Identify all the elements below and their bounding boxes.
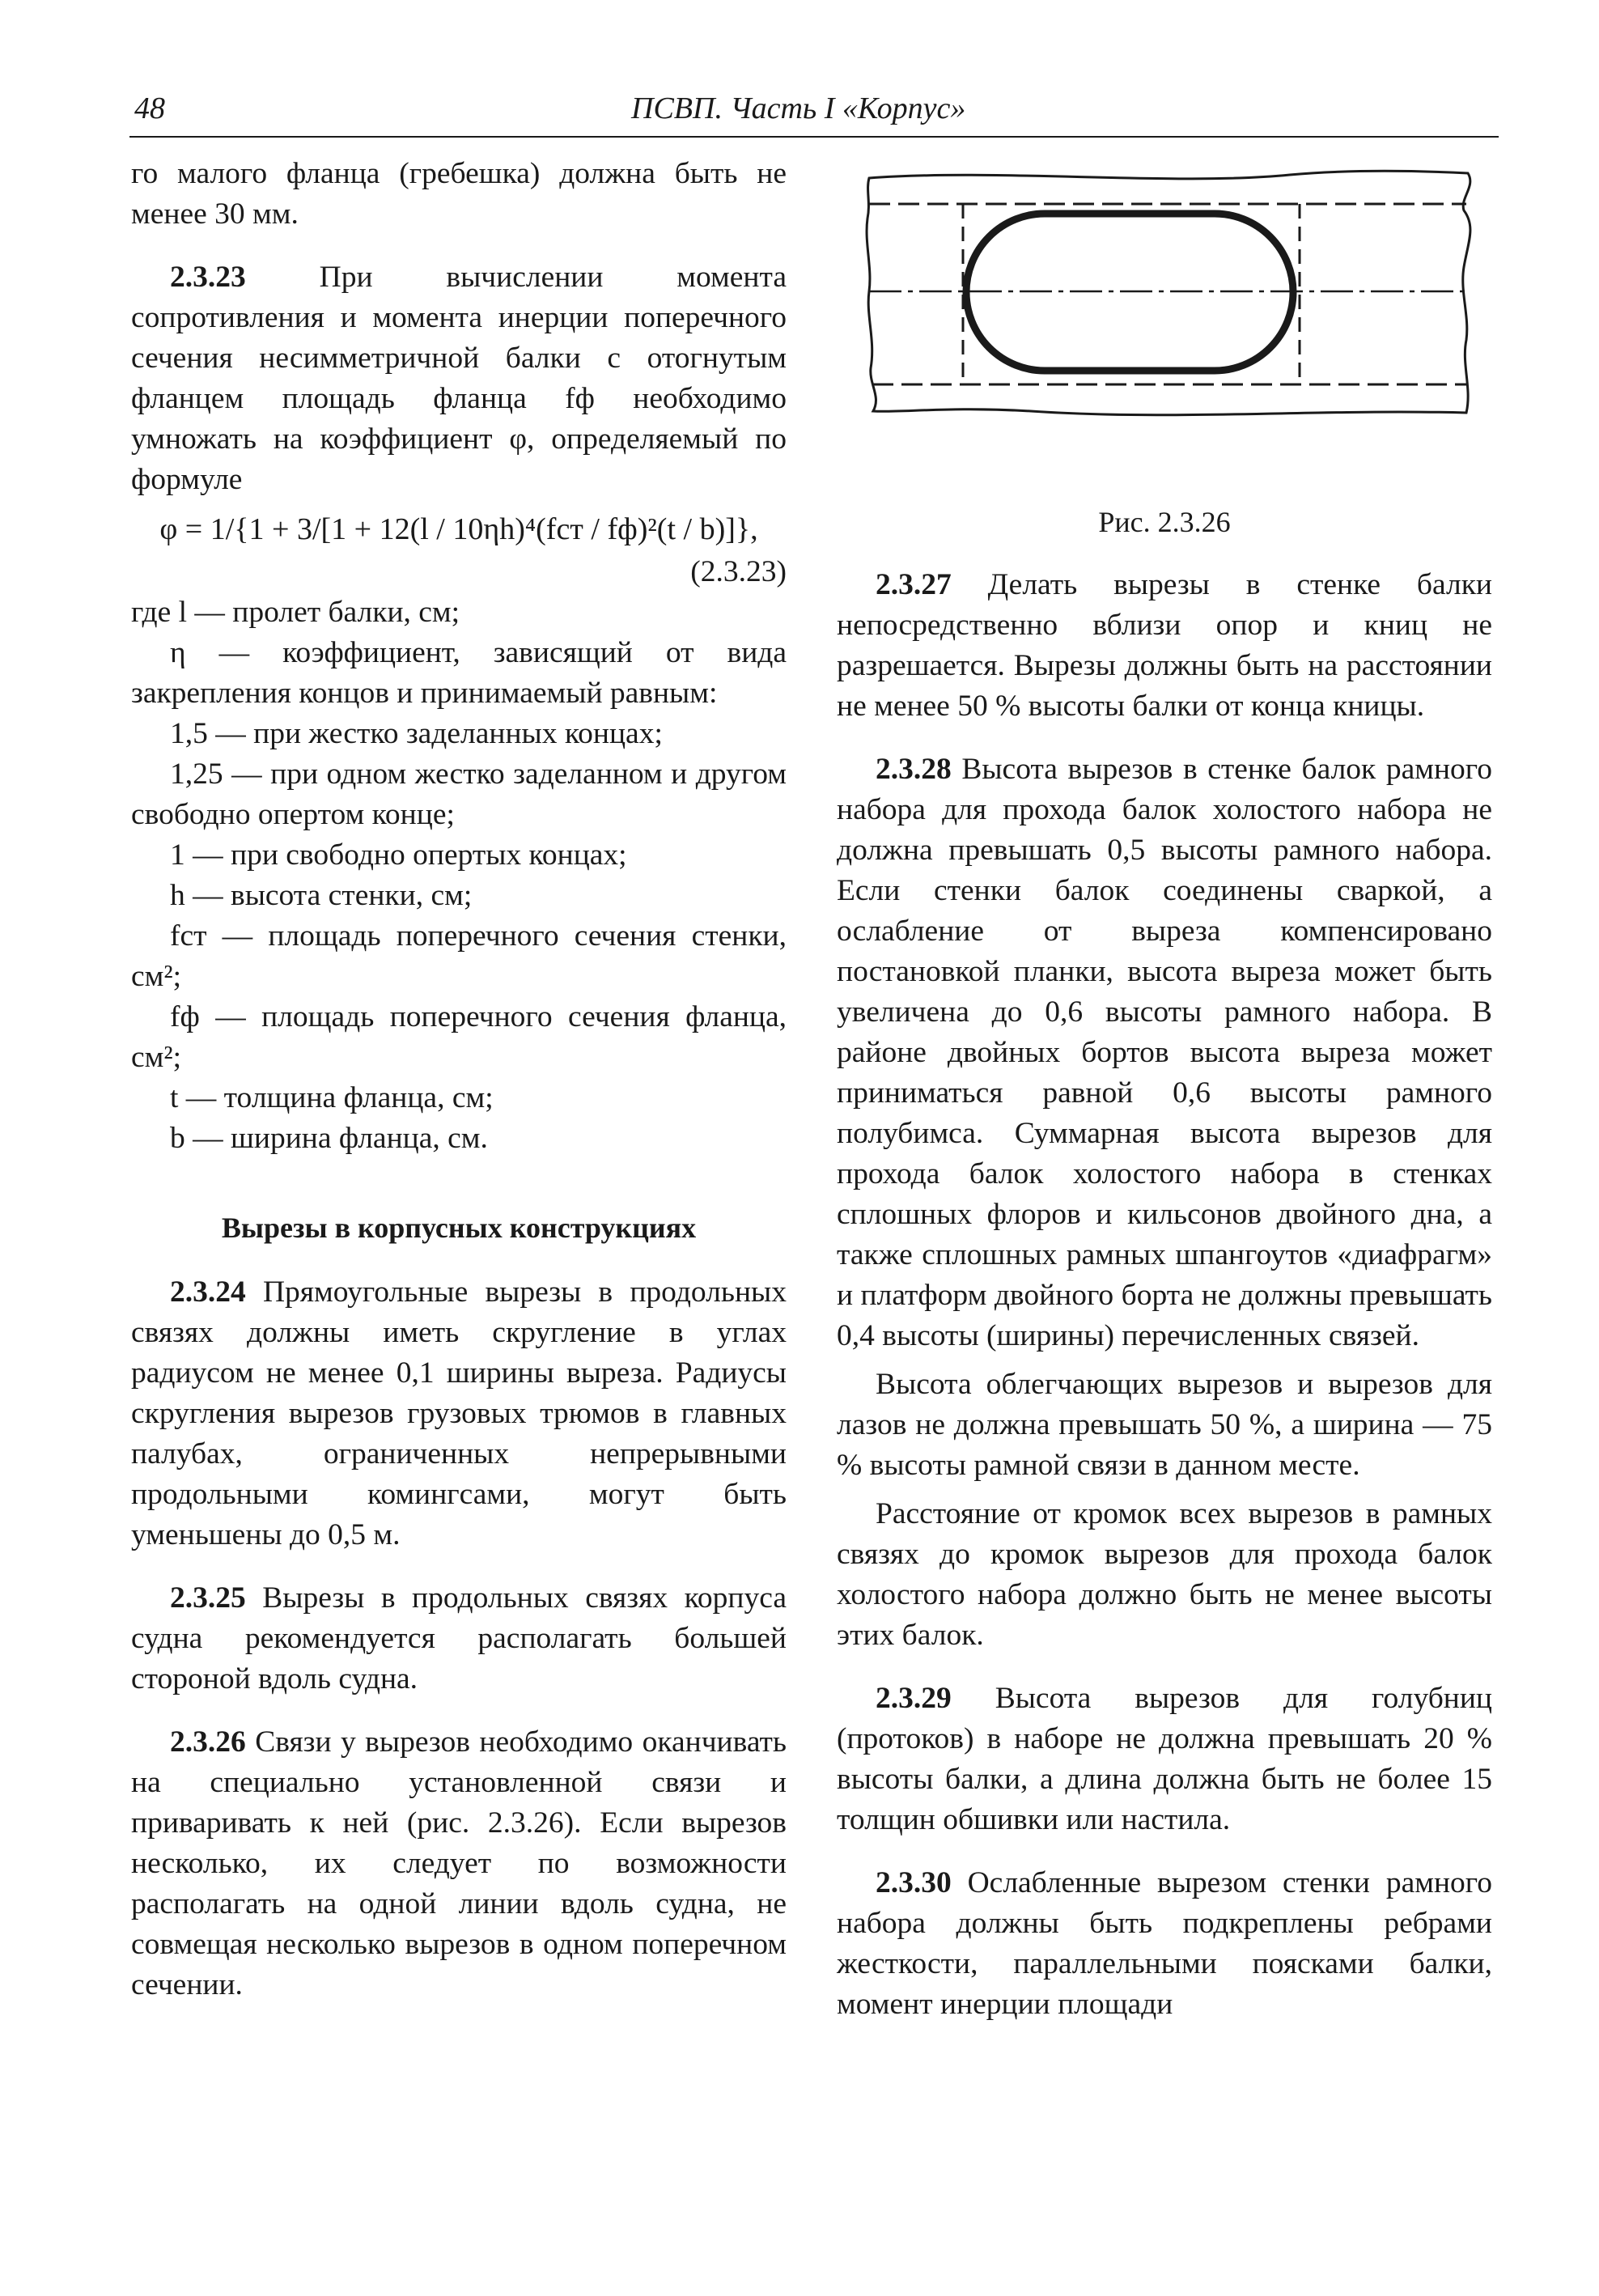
definition-item: fф — площадь поперечного сечения фланца, см²; <box>131 1000 787 1074</box>
plate-outline <box>867 171 1470 415</box>
definition-item: h — высота стенки, см; <box>170 879 473 912</box>
right-column <box>837 154 1492 2025</box>
clause-2-3-26 <box>131 1722 787 2005</box>
clause-number: 2.3.30 <box>876 1866 952 1899</box>
formula: φ = 1/{1 + 3/[1 + 12(l / 10ηh)⁴(fст / fф)²(t / b)]}, <box>159 512 758 546</box>
clause-2-3-25 <box>131 1578 787 1700</box>
definitions-list <box>131 592 787 1159</box>
definition-item: 1,25 — при одном жестко заделанном и другом свободно опертом конце; <box>131 758 787 831</box>
clause-number: 2.3.25 <box>170 1581 246 1615</box>
clause-text: Прямоугольные вырезы в продольных связях должны иметь скругление в углах радиусом не менее 0,1 ширины выреза. Радиусы скругления вырезов грузовых трюмов в главных палубах, ограниченных непрерывными продольными комингсами, могут быть уменьшены до 0,5 м. <box>131 1275 787 1551</box>
definition-item: fст — площадь поперечного сечения стенки, см²; <box>131 919 787 993</box>
clause-text: Ослабленные вырезом стенки рамного набора должны быть подкреплены ребрами жесткости, параллельными поясками балки, момент инерции площади <box>837 1866 1492 2021</box>
paragraph-continuation: го малого фланца (гребешка) должна быть не менее 30 мм. <box>131 157 787 231</box>
definition-item: 1,5 — при жестко заделанных концах; <box>170 717 663 750</box>
clause-2-3-23 <box>131 257 787 500</box>
cutout-diagram <box>837 154 1492 477</box>
figure-2-3-26 <box>837 154 1492 502</box>
clause-text: Высота вырезов для голубниц (протоков) в наборе не должна превышать 20 % высоты балки, а длина должна быть не более 15 толщин обшивки или настила. <box>837 1682 1492 1836</box>
clause-2-3-28 <box>837 749 1492 1356</box>
section-title: Вырезы в корпусных конструкциях <box>221 1212 697 1244</box>
left-column <box>131 154 787 2005</box>
definition-item: 1 — при свободно опертых концах; <box>170 838 627 872</box>
clause-number: 2.3.24 <box>170 1275 246 1309</box>
definition-item: η — коэффициент, зависящий от вида закрепления концов и принимаемый равным: <box>131 636 787 710</box>
page-number: 48 <box>134 91 165 125</box>
clause-text: Связи у вырезов необходимо оканчивать на специально установленной связи и приваривать к ней (рис. 2.3.26). Если вырезов несколько, их следует по возможности располагать на одной линии вдоль судна, не совмещая несколько вырезов в одном поперечном сечении. <box>131 1725 787 2001</box>
clause-2-3-27 <box>837 565 1492 727</box>
figure-caption: Рис. 2.3.26 <box>1098 506 1231 538</box>
definition-item: где l — пролет балки, см; <box>131 596 460 629</box>
clause-number: 2.3.27 <box>876 568 952 601</box>
clause-2-3-29 <box>837 1678 1492 1840</box>
clause-text: При вычислении момента сопротивления и момента инерции поперечного сечения несимметричной балки с отогнутым фланцем площадь фланца fф необходимо умножать на коэффициент φ, определяемый по формуле <box>131 261 787 496</box>
clause-2-3-24 <box>131 1272 787 1555</box>
clause-number: 2.3.26 <box>170 1725 246 1759</box>
paragraph: Расстояние от кромок всех вырезов в рамных связях до кромок вырезов для прохода балок холостого набора должно быть не менее высоты этих балок. <box>837 1497 1492 1652</box>
clause-number: 2.3.29 <box>876 1682 952 1715</box>
clause-number: 2.3.28 <box>876 753 952 786</box>
definition-item: t — толщина фланца, см; <box>170 1081 494 1114</box>
clause-text: Вырезы в продольных связях корпуса судна рекомендуется располагать большей стороной вдоль судна. <box>131 1581 787 1695</box>
clause-text: Делать вырезы в стенке балки непосредственно вблизи опор и книц не разрешается. Вырезы должны быть на расстоянии не менее 50 % высоты балки от конца кницы. <box>837 568 1492 723</box>
definition-item: b — ширина фланца, см. <box>170 1122 488 1155</box>
paragraph: Высота облегчающих вырезов и вырезов для лазов не должна превышать 50 %, а ширина — 75 % высоты рамной связи в данном месте. <box>837 1368 1492 1482</box>
running-title: ПСВП. Часть I «Корпус» <box>631 91 966 125</box>
formula-number: (2.3.23) <box>690 555 787 588</box>
page-header <box>129 87 1499 138</box>
clause-text: Высота вырезов в стенке балок рамного набора для прохода балок холостого набора не должна превышать 0,5 высоты рамного набора. Если стенки балок соединены сваркой, а ослабление от выреза компенсировано постановкой планки, высота выреза может быть увеличена до 0,6 высоты рамного набора. В районе двойных бортов высота выреза может приниматься равной 0,6 высоты рамного полубимса. Суммарная высота вырезов для прохода балок холостого набора в стенках сплошных флоров и кильсонов двойного дна, а также сплошных рамных шпангоутов «диафрагм» и платформ двойного борта не должны превышать 0,4 высоты (ширины) перечисленных связей. <box>837 753 1492 1352</box>
clause-2-3-30 <box>837 1863 1492 2025</box>
clause-number: 2.3.23 <box>170 261 246 294</box>
